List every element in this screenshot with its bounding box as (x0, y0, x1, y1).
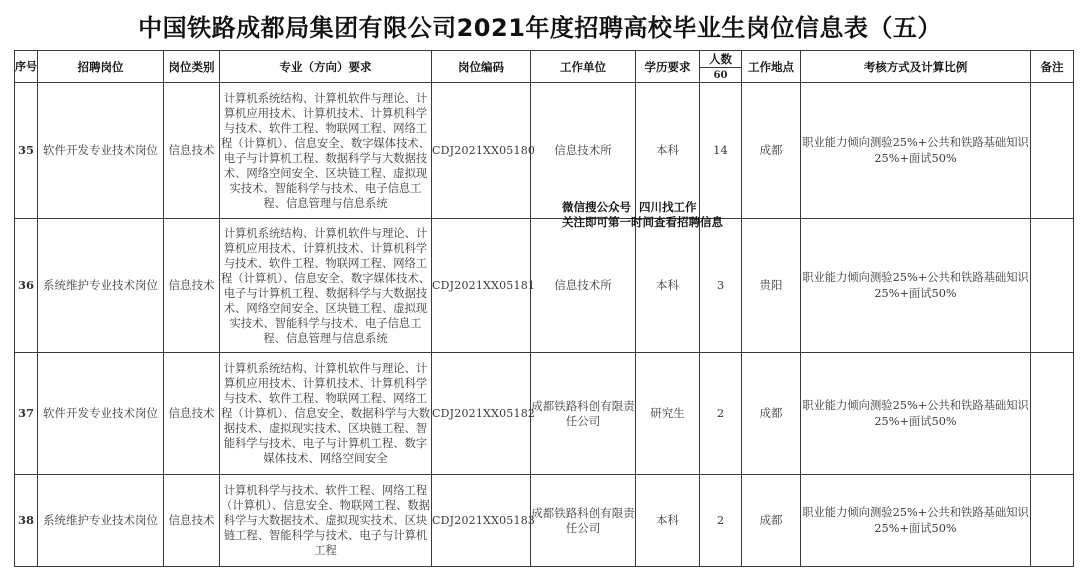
cell-code: CDJ2021XX05180 (432, 83, 531, 219)
cell-education: 本科 (636, 219, 700, 353)
table-row (15, 475, 1074, 567)
cell-major: 计算机科学与技术、软件工程、网络工程（计算机）、信息安全、物联网工程、数据科学与大数据技术、虚拟现实技术、区块链工程、智能科学与技术、电子与计算机工程 (220, 475, 432, 567)
cell-seq: 35 (15, 83, 38, 219)
cell-category: 信息技术 (164, 219, 220, 353)
cell-position: 软件开发专业技术岗位 (38, 83, 164, 219)
cell-category: 信息技术 (164, 353, 220, 475)
header-count (700, 51, 742, 83)
cell-category: 信息技术 (164, 83, 220, 219)
watermark-line-2: 关注即可第一时间查看招聘信息 (562, 215, 723, 229)
cell-unit: 信息技术所 (531, 219, 636, 353)
cell-seq: 36 (15, 219, 38, 353)
header-exam: 考核方式及计算比例 (801, 51, 1031, 83)
cell-count: 14 (700, 83, 742, 219)
cell-location: 成都 (742, 83, 801, 219)
cell-exam: 职业能力倾向测验25%+公共和铁路基础知识25%+面试50% (801, 475, 1031, 567)
cell-count: 2 (700, 475, 742, 567)
cell-major: 计算机系统结构、计算机软件与理论、计算机应用技术、计算机技术、计算机科学与技术、软件工程、物联网工程、网络工程（计算机）、信息安全、数据科学与大数据技术、虚拟现实技术、区块链工程、智能科学与技术、电子与计算机工程、数字媒体技术、网络空间安全 (220, 353, 432, 475)
cell-position: 系统维护专业技术岗位 (38, 219, 164, 353)
cell-exam: 职业能力倾向测验25%+公共和铁路基础知识25%+面试50% (801, 219, 1031, 353)
cell-category: 信息技术 (164, 475, 220, 567)
cell-education: 研究生 (636, 353, 700, 475)
header-code: 岗位编码 (432, 51, 531, 83)
header-remark: 备注 (1031, 51, 1074, 83)
cell-position: 软件开发专业技术岗位 (38, 353, 164, 475)
cell-count: 2 (700, 353, 742, 475)
cell-position: 系统维护专业技术岗位 (38, 475, 164, 567)
cell-seq: 37 (15, 353, 38, 475)
table-row (15, 353, 1074, 475)
header-major: 专业（方向）要求 (220, 51, 432, 83)
cell-unit: 成都铁路科创有限责任公司 (531, 475, 636, 567)
table-row (15, 219, 1074, 353)
cell-exam: 职业能力倾向测验25%+公共和铁路基础知识25%+面试50% (801, 83, 1031, 219)
cell-education: 本科 (636, 83, 700, 219)
header-seq: 序号 (15, 51, 38, 83)
cell-code: CDJ2021XX05181 (432, 219, 531, 353)
watermark-line-1: 微信搜公众号 四川找工作 (562, 200, 697, 214)
header-count-label: 人数 (700, 51, 741, 68)
table-header-row (15, 51, 1074, 83)
header-education: 学历要求 (636, 51, 700, 83)
cell-location: 贵阳 (742, 219, 801, 353)
header-unit: 工作单位 (531, 51, 636, 83)
cell-remark (1031, 83, 1074, 219)
header-category: 岗位类别 (164, 51, 220, 83)
cell-code: CDJ2021XX05182 (432, 353, 531, 475)
header-position: 招聘岗位 (38, 51, 164, 83)
table-row (15, 83, 1074, 219)
cell-code: CDJ2021XX05183 (432, 475, 531, 567)
cell-exam: 职业能力倾向测验25%+公共和铁路基础知识25%+面试50% (801, 353, 1031, 475)
page-title: 中国铁路成都局集团有限公司2021年度招聘高校毕业生岗位信息表（五） (138, 14, 942, 42)
cell-major: 计算机系统结构、计算机软件与理论、计算机应用技术、计算机技术、计算机科学与技术、软件工程、物联网工程、网络工程（计算机）、信息安全、数字媒体技术、电子与计算机工程、数据科学与大数据技术、网络空间安全、区块链工程、虚拟现实技术、智能科学与技术、电子信息工程、信息管理与信息系统 (220, 83, 432, 219)
cell-seq: 38 (15, 475, 38, 567)
header-location: 工作地点 (742, 51, 801, 83)
cell-location: 成都 (742, 475, 801, 567)
cell-education: 本科 (636, 475, 700, 567)
watermark-text (562, 200, 723, 230)
cell-remark (1031, 219, 1074, 353)
cell-remark (1031, 475, 1074, 567)
job-table (14, 50, 1074, 567)
cell-location: 成都 (742, 353, 801, 475)
cell-major: 计算机系统结构、计算机软件与理论、计算机应用技术、计算机技术、计算机科学与技术、软件工程、物联网工程、网络工程（计算机）、信息安全、数字媒体技术、电子与计算机工程、数据科学与大数据技术、网络空间安全、区块链工程、虚拟现实技术、智能科学与技术、电子信息工程、信息管理与信息系统 (220, 219, 432, 353)
cell-count: 3 (700, 219, 742, 353)
cell-unit: 信息技术所 (531, 83, 636, 219)
cell-unit: 成都铁路科创有限责任公司 (531, 353, 636, 475)
cell-remark (1031, 353, 1074, 475)
header-count-total: 60 (713, 69, 728, 81)
